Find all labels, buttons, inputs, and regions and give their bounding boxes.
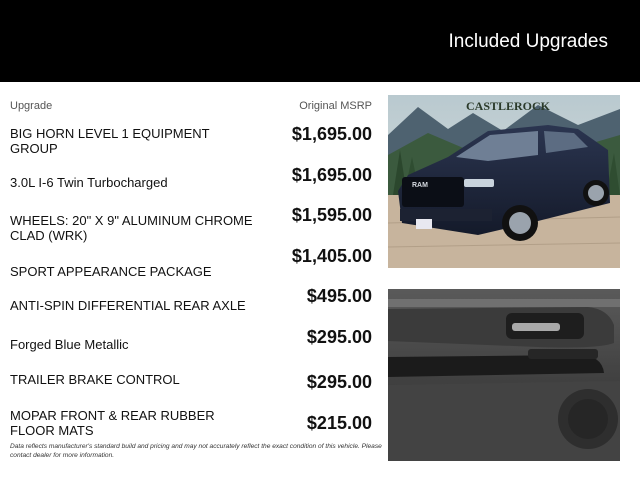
upgrade-row — [10, 242, 372, 283]
door-interior-photo — [388, 289, 620, 461]
grille-badge-text: RAM — [412, 182, 428, 189]
disclaimer: Data reflects manufacturer's standard build and pricing and may not accurately reflect the exact condition of this vehicle. Please contact dealer for more information. — [10, 443, 382, 459]
upgrades-list — [10, 120, 372, 444]
upgrade-price: $1,695.00 — [291, 164, 372, 185]
upgrade-price: $295.00 — [306, 326, 372, 347]
door-photo-illustration — [388, 289, 620, 461]
upgrade-column-header: Upgrade — [10, 100, 53, 112]
upgrade-row — [10, 161, 372, 202]
page-title: Included Upgrades — [448, 31, 608, 52]
upgrade-price: $215.00 — [306, 412, 372, 433]
upgrade-name: TRAILER BRAKE CONTROL — [10, 372, 180, 387]
dealer-sign-text: CASTLEROCK — [466, 99, 551, 113]
upgrade-price: $295.00 — [306, 372, 372, 392]
upgrade-price: $1,595.00 — [291, 205, 372, 225]
upgrade-name: WHEELS: 20" X 9" ALUMINUM CHROME CLAD (WRK) — [10, 213, 253, 243]
upgrade-price: $1,695.00 — [291, 124, 372, 144]
upgrade-name: SPORT APPEARANCE PACKAGE — [10, 263, 212, 279]
truck-photo-illustration — [388, 95, 620, 268]
upgrade-row — [10, 201, 372, 242]
truck-exterior-photo — [388, 95, 620, 268]
upgrade-price: $1,405.00 — [291, 245, 372, 266]
upgrade-name: Forged Blue Metallic — [10, 336, 129, 352]
upgrade-price: $495.00 — [306, 286, 372, 306]
upgrade-row — [10, 404, 372, 445]
upgrade-name: MOPAR FRONT & REAR RUBBER FLOOR MATS — [10, 407, 215, 438]
upgrade-row — [10, 323, 372, 364]
header-bar — [0, 0, 640, 82]
upgrade-name: BIG HORN LEVEL 1 EQUIPMENT GROUP — [10, 126, 210, 156]
upgrade-row — [10, 363, 372, 404]
msrp-column-header: Original MSRP — [299, 100, 372, 112]
upgrade-name: 3.0L I-6 Twin Turbocharged — [10, 174, 168, 190]
upgrade-row — [10, 120, 372, 161]
upgrade-name: ANTI-SPIN DIFFERENTIAL REAR AXLE — [10, 298, 246, 313]
upgrade-row — [10, 282, 372, 323]
